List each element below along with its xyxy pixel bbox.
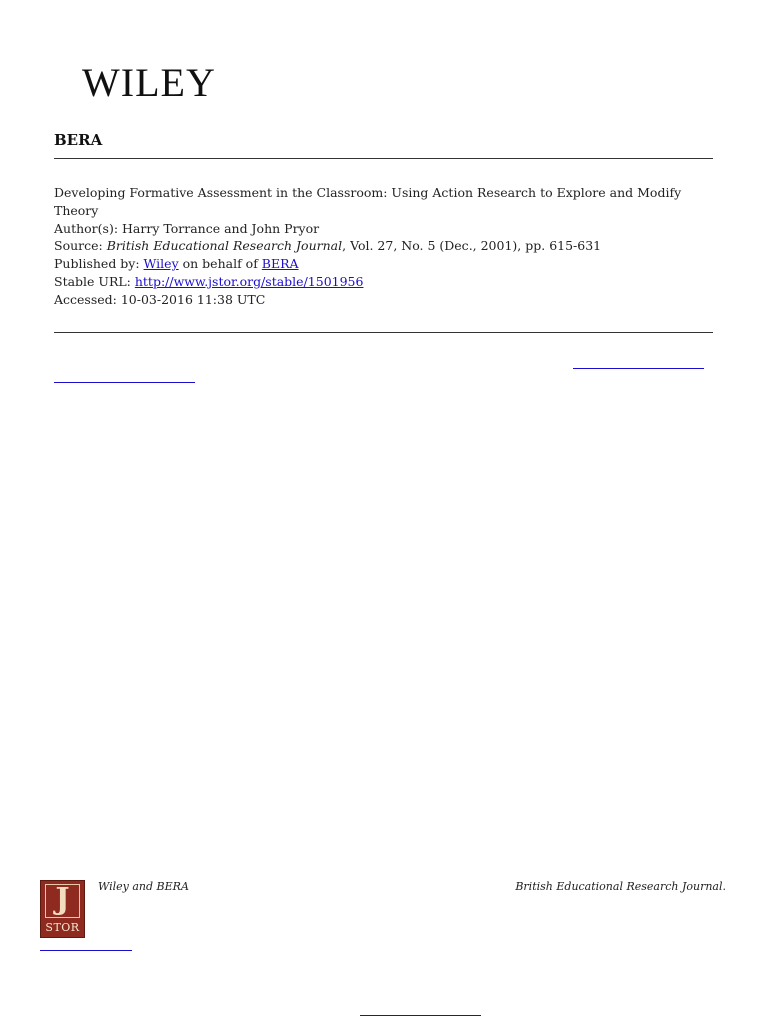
source-journal: British Educational Research Journal — [106, 238, 343, 254]
terms-link[interactable] — [573, 368, 704, 369]
accessed-value: 10-03-2016 11:38 UTC — [120, 291, 266, 307]
jstor-link[interactable] — [40, 950, 132, 951]
jstor-logo[interactable] — [40, 880, 85, 938]
source-details: , Vol. 27, No. 5 (Dec., 2001), pp. 615-631 — [342, 238, 602, 254]
stable-url-label: Stable URL: — [54, 273, 135, 289]
jstor-logo-word: STOR — [45, 921, 80, 934]
source-label: Source: — [54, 238, 107, 254]
publisher-name: BERA — [54, 131, 103, 149]
divider-bottom — [54, 332, 713, 333]
accessed-label: Accessed: — [54, 291, 121, 307]
published-label: Published by: — [54, 256, 144, 272]
authors-value: Harry Torrance and John Pryor — [122, 220, 320, 236]
footer-journal: British Educational Research Journal. — [515, 880, 726, 893]
source-line — [54, 237, 714, 255]
authors-line — [54, 220, 714, 238]
wiley-logo: WILEY — [82, 60, 216, 105]
authors-label: Author(s): — [54, 220, 123, 236]
published-line — [54, 255, 714, 273]
society-link[interactable]: BERA — [261, 256, 299, 272]
stable-url-link[interactable]: http://www.jstor.org/stable/1501956 — [134, 273, 364, 289]
footer-link[interactable] — [360, 1015, 481, 1016]
stable-url-line — [54, 273, 714, 291]
accessed-line — [54, 291, 714, 309]
article-title: Developing Formative Assessment in the Classroom: Using Action Research to Explore and Modify Theory — [54, 185, 682, 218]
footer-collaborators: Wiley and BERA — [98, 880, 189, 893]
publisher-link[interactable]: Wiley — [143, 256, 179, 272]
jstor-logo-letter: J — [55, 882, 70, 917]
divider-top — [54, 158, 713, 159]
behalf-text: on behalf of — [178, 256, 262, 272]
article-metadata — [54, 184, 714, 309]
terms-link-continued[interactable] — [54, 382, 195, 383]
